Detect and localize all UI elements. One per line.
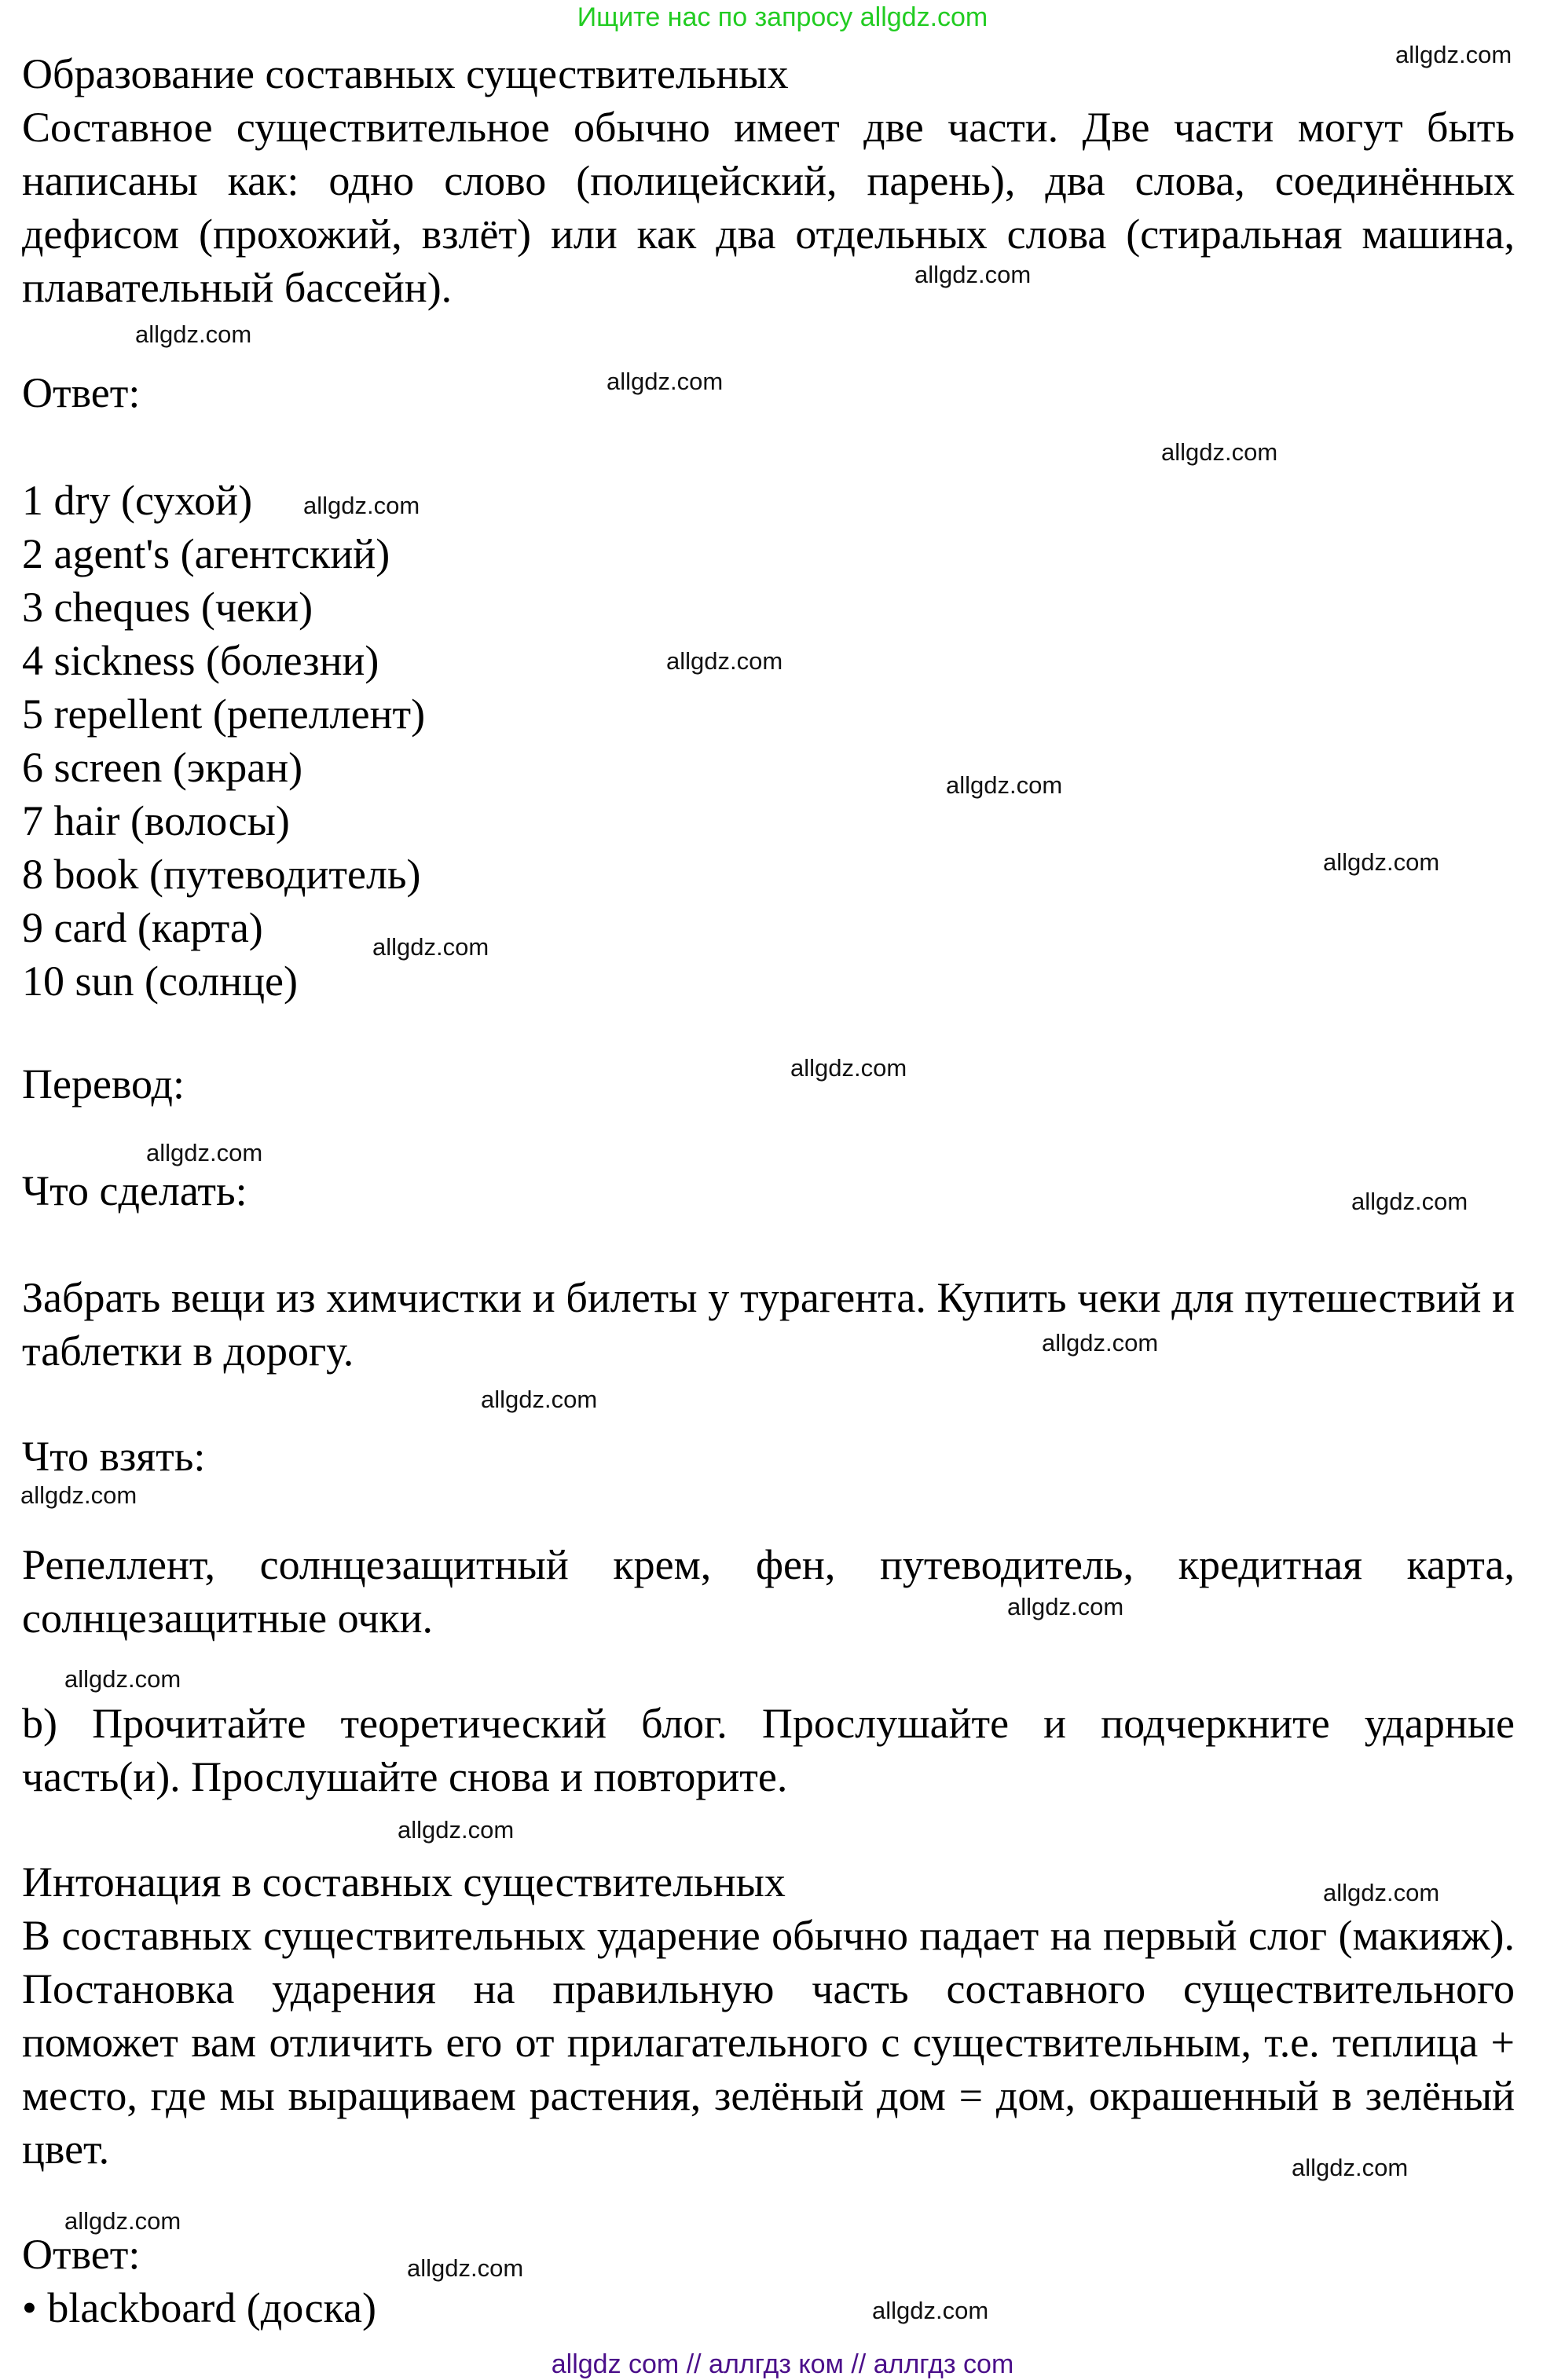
todo-label: Что сделать: [22, 1167, 247, 1214]
watermark: allgdz.com [1292, 2154, 1409, 2181]
list-item: 8 book (путеводитель) [22, 851, 421, 898]
watermark: allgdz.com [146, 1139, 263, 1166]
watermark: allgdz.com [135, 320, 252, 348]
section2-heading: Интонация в составных существительных [22, 1858, 786, 1906]
watermark: allgdz.com [607, 368, 724, 395]
watermark: allgdz.com [914, 261, 1032, 288]
section1-paragraph: Составное существительное обычно имеет две части. Две части могут быть написаны как: одно слово (полицейский, парень), два слова, соединённых дефисом (прохожий, взлёт) или как два отдельных слова (стиральная машина, плавательный бассейн). [22, 104, 1515, 311]
answer-list-1 [22, 474, 1515, 1008]
top-banner [0, 0, 1565, 35]
watermark: allgdz.com [64, 1665, 181, 1693]
watermark: allgdz.com [303, 492, 420, 519]
banner-text: Ищите нас по запросу allgdz.com [577, 2, 988, 32]
list-item: 7 hair (волосы) [22, 797, 290, 844]
watermark: allgdz.com [1007, 1593, 1124, 1620]
section1-heading: Образование составных существительных [22, 50, 789, 97]
watermark: allgdz.com [666, 647, 783, 675]
answer-label-1: Ответ: [22, 369, 141, 416]
task-b: b) Прочитайте теоретический блог. Прослушайте и подчеркните ударные часть(и). Прослушайте снова и повторите. [22, 1700, 1515, 1800]
watermark: allgdz.com [872, 2297, 989, 2324]
watermark: allgdz.com [372, 933, 489, 961]
watermark: allgdz.com [407, 2254, 524, 2282]
watermark: allgdz.com [1042, 1329, 1159, 1357]
answer-label-2: Ответ: [22, 2231, 141, 2278]
list-item: 1 dry (сухой) [22, 477, 253, 524]
list-item: 9 card (карта) [22, 904, 263, 951]
watermark: allgdz.com [1323, 1879, 1440, 1906]
watermark: allgdz.com [1161, 438, 1278, 466]
list-item: 6 screen (экран) [22, 744, 303, 791]
list-item: 10 sun (солнце) [22, 957, 298, 1005]
watermark: allgdz.com [1351, 1188, 1468, 1215]
watermark: allgdz.com [1323, 848, 1440, 876]
watermark: allgdz.com [946, 771, 1063, 799]
todo-text: Забрать вещи из химчистки и билеты у турагента. Купить чеки для путешествий и таблетки в дорогу. [22, 1274, 1515, 1375]
list-item: 2 agent's (агентский) [22, 530, 390, 577]
watermark: allgdz.com [790, 1054, 907, 1082]
translation-label: Перевод: [22, 1060, 185, 1108]
take-text: Репеллент, солнцезащитный крем, фен, путеводитель, кредитная карта, солнцезащитные очки. [22, 1541, 1515, 1642]
take-label: Что взять: [22, 1433, 206, 1480]
footer [0, 2349, 1565, 2380]
list-item: 5 repellent (репеллент) [22, 690, 426, 738]
watermark: allgdz.com [398, 1816, 515, 1844]
list-item: • blackboard (доска) [22, 2284, 376, 2331]
footer-text: allgdz com // аллгдз ком // аллгдз com [551, 2349, 1014, 2379]
watermark: allgdz.com [20, 1481, 137, 1509]
watermark: allgdz.com [481, 1386, 598, 1413]
watermark: allgdz.com [64, 2207, 181, 2235]
answer-list-2 [22, 2281, 1515, 2334]
list-item: 3 cheques (чеки) [22, 584, 313, 631]
watermark: allgdz.com [1395, 41, 1512, 68]
list-item: 4 sickness (болезни) [22, 637, 379, 684]
section2-paragraph: В составных существительных ударение обычно падает на первый слог (макияж). Постановка ударения на правильную часть составного существительного поможет вам отличить его от прилагательного с существительным, т.е. теплица + место, где мы выращиваем растения, зелёный дом = дом, окрашенный в зелёный цвет. [22, 1912, 1515, 2173]
